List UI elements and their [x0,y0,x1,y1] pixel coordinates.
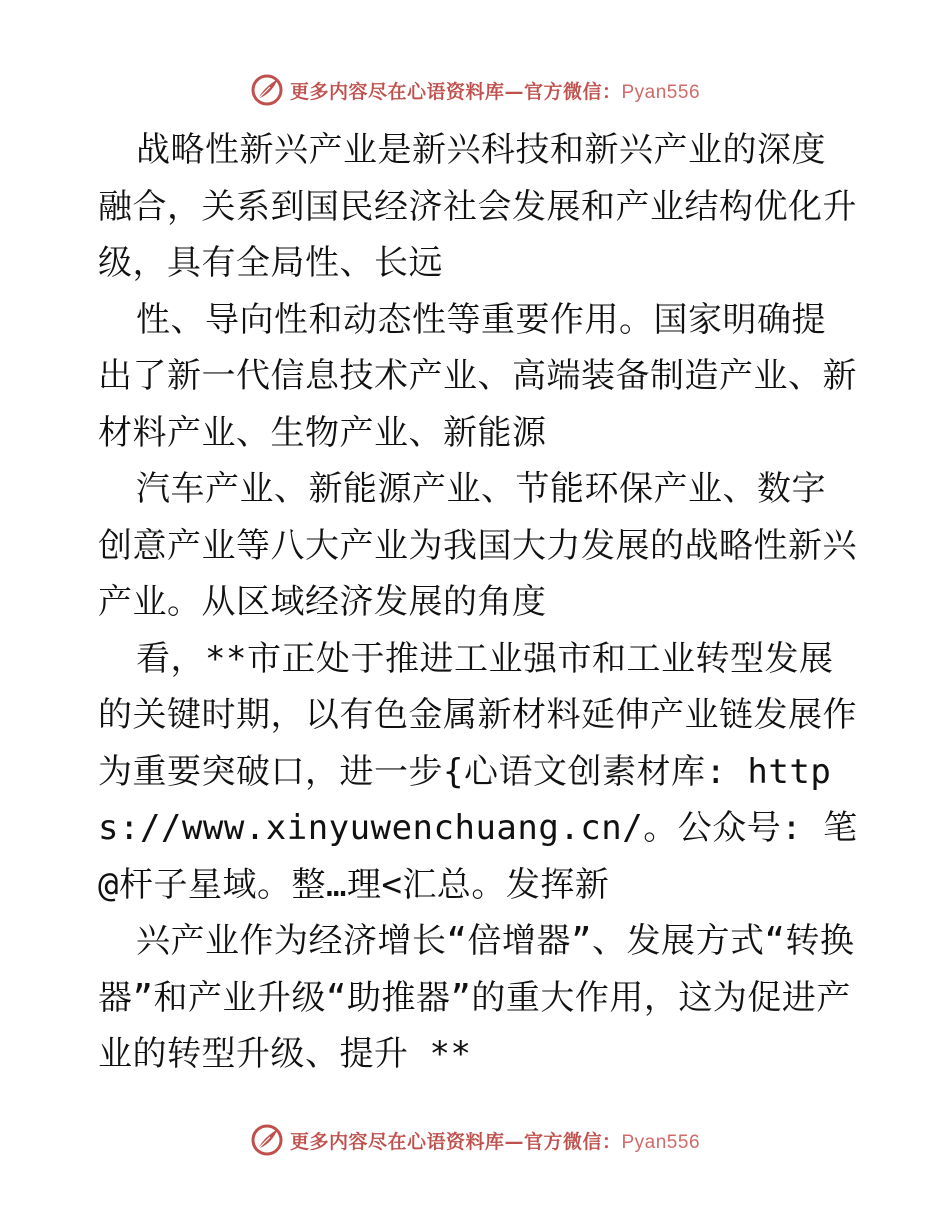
watermark-wechat-label: 官方微信： [523,80,622,103]
watermark-text [290,1127,700,1154]
paragraph-4: 看，**市正处于推进工业强市和工业转型发展的关键时期，以有色金属新材料延伸产业链发展作为重要突破口，进一步{心语文创素材库: https://www.xinyuwenchuang.cn/。公众号: 笔@杆子星域。整…理<汇总。发挥新 [98,638,858,905]
header-watermark [0,70,950,110]
feather-logo-icon [250,73,284,107]
watermark-text [290,77,700,104]
footer-watermark [0,1120,950,1160]
watermark-site-text: 更多内容尽在心语资料库— [289,1130,524,1153]
paragraph-5: 兴产业作为经济增长“倍增器”、发展方式“转换器”和产业升级“助推器”的重大作用，这为促进产业的转型升级、提升 ** [98,921,855,1074]
paragraph-3: 汽车产业、新能源产业、节能环保产业、数字创意产业等八大产业为我国大力发展的战略性新兴产业。从区域经济发展的角度 [98,469,857,622]
paragraph-1: 战略性新兴产业是新兴科技和新兴产业的深度融合，关系到国民经济社会发展和产业结构优化升级，具有全局性、长远 [98,130,857,283]
watermark-wechat-id: Pyan556 [621,81,701,103]
watermark-wechat-label: 官方微信： [523,1130,622,1153]
watermark-wechat-id: Pyan556 [621,1131,701,1153]
feather-logo-icon [250,1123,284,1157]
watermark-site-text: 更多内容尽在心语资料库— [289,80,524,103]
paragraph-2: 性、导向性和动态性等重要作用。国家明确提出了新一代信息技术产业、高端装备制造产业、新材料产业、生物产业、新能源 [98,299,857,453]
document-body [98,122,858,1083]
